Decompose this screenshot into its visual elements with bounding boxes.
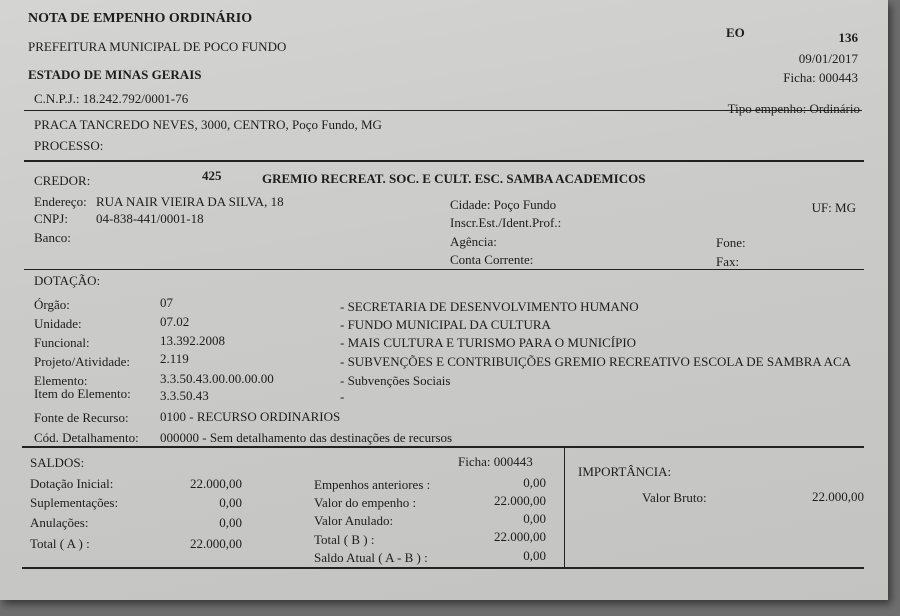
- address-line: PRACA TANCREDO NEVES, 3000, CENTRO, Poço Fundo, MG: [34, 117, 382, 132]
- divider: [24, 110, 862, 111]
- item-elemento-label: Item do Elemento:: [34, 386, 131, 401]
- suplementacoes-value: 0,00: [219, 495, 242, 510]
- saldo-atual-value: 0,00: [523, 548, 546, 563]
- saldos-label: SALDOS:: [30, 455, 85, 470]
- funcional-code: 13.392.2008: [160, 333, 225, 348]
- ficha-number: Ficha: 000443: [783, 70, 858, 85]
- item-elemento-code: 3.3.50.43: [160, 388, 209, 403]
- fone-label: Fone:: [716, 235, 746, 250]
- dotacao-label: DOTAÇÃO:: [34, 273, 101, 288]
- dotacao-inicial-value: 22.000,00: [190, 476, 242, 491]
- valor-empenho-value: 22.000,00: [494, 493, 546, 508]
- processo-label: PROCESSO:: [34, 138, 104, 153]
- saldos-ficha: Ficha: 000443: [458, 454, 533, 469]
- valor-bruto-label: Valor Bruto:: [642, 490, 707, 505]
- orgao-label: Órgão:: [34, 297, 70, 312]
- anulacoes-label: Anulações:: [30, 515, 89, 530]
- credor-endereco: RUA NAIR VIEIRA DA SILVA, 18: [96, 194, 284, 209]
- elemento-label: Elemento:: [34, 373, 88, 388]
- divider: [24, 160, 864, 162]
- document-code: EO: [726, 25, 745, 40]
- divider: [22, 446, 864, 448]
- projeto-label: Projeto/Atividade:: [34, 354, 131, 369]
- projeto-code: 2.119: [160, 351, 189, 366]
- uf: UF: MG: [811, 200, 856, 215]
- credor-code: 425: [202, 168, 222, 183]
- divider: [564, 447, 565, 567]
- funcional-desc: - MAIS CULTURA E TURISMO PARA O MUNICÍPIO: [340, 335, 637, 350]
- tipo-empenho: Tipo empenho: Ordinário: [727, 101, 860, 116]
- dotacao-inicial-label: Dotação Inicial:: [30, 476, 114, 491]
- suplementacoes-label: Suplementações:: [30, 495, 119, 510]
- funcional-label: Funcional:: [34, 335, 90, 350]
- unidade-code: 07.02: [160, 314, 190, 329]
- document-date: 09/01/2017: [798, 51, 858, 66]
- fonte-value: 0100 - RECURSO ORDINARIOS: [160, 409, 341, 424]
- fax-label: Fax:: [716, 254, 740, 269]
- banco-label: Banco:: [34, 230, 71, 245]
- cod-detalhamento-value: 000000 - Sem detalhamento das destinações de recursos: [160, 430, 453, 445]
- empenhos-anteriores-label: Empenhos anteriores :: [314, 477, 431, 492]
- conta-label: Conta Corrente:: [450, 252, 534, 267]
- empenhos-anteriores-value: 0,00: [523, 475, 546, 490]
- anulacoes-value: 0,00: [219, 515, 242, 530]
- entity-cnpj: C.N.P.J.: 18.242.792/0001-76: [34, 91, 189, 106]
- credor-name: GREMIO RECREAT. SOC. E CULT. ESC. SAMBA ACADEMICOS: [262, 171, 646, 186]
- valor-empenho-label: Valor do empenho :: [314, 495, 417, 510]
- state-name: ESTADO DE MINAS GERAIS: [28, 67, 202, 82]
- document-title: NOTA DE EMPENHO ORDINÁRIO: [28, 11, 253, 26]
- fonte-label: Fonte de Recurso:: [34, 410, 129, 425]
- total-a-label: Total ( A ) :: [30, 536, 90, 551]
- saldo-atual-label: Saldo Atual ( A - B ) :: [314, 550, 428, 565]
- endereco-label: Endereço:: [34, 194, 87, 209]
- entity-name: PREFEITURA MUNICIPAL DE POCO FUNDO: [28, 39, 287, 54]
- total-b-value: 22.000,00: [494, 529, 546, 544]
- unidade-label: Unidade:: [34, 316, 82, 331]
- cidade: Cidade: Poço Fundo: [450, 197, 557, 212]
- agencia-label: Agência:: [450, 234, 497, 249]
- elemento-code: 3.3.50.43.00.00.00.00: [160, 371, 274, 386]
- elemento-desc: - Subvenções Sociais: [340, 373, 451, 388]
- valor-bruto-value: 22.000,00: [812, 489, 864, 504]
- unidade-desc: - FUNDO MUNICIPAL DA CULTURA: [340, 317, 551, 332]
- orgao-desc: - SECRETARIA DE DESENVOLVIMENTO HUMANO: [340, 299, 639, 314]
- item-elemento-desc: -: [340, 389, 345, 404]
- cnpj-label: CNPJ:: [34, 211, 68, 226]
- divider: [22, 567, 864, 569]
- document-number: 136: [838, 30, 858, 45]
- divider: [24, 269, 864, 270]
- total-b-label: Total ( B ) :: [314, 532, 375, 547]
- inscr-label: Inscr.Est./Ident.Prof.:: [450, 215, 562, 230]
- valor-anulado-label: Valor Anulado:: [314, 513, 394, 528]
- orgao-code: 07: [160, 295, 173, 310]
- projeto-desc: - SUBVENÇÕES E CONTRIBUIÇÕES GREMIO RECREATIVO ESCOLA DE SAMBRA ACA: [340, 355, 852, 369]
- total-a-value: 22.000,00: [190, 536, 242, 551]
- cod-detalhamento-label: Cód. Detalhamento:: [34, 430, 139, 445]
- importancia-label: IMPORTÂNCIA:: [578, 464, 672, 479]
- credor-label: CREDOR:: [34, 173, 91, 188]
- credor-cnpj: 04-838-441/0001-18: [96, 211, 204, 226]
- valor-anulado-value: 0,00: [523, 511, 546, 526]
